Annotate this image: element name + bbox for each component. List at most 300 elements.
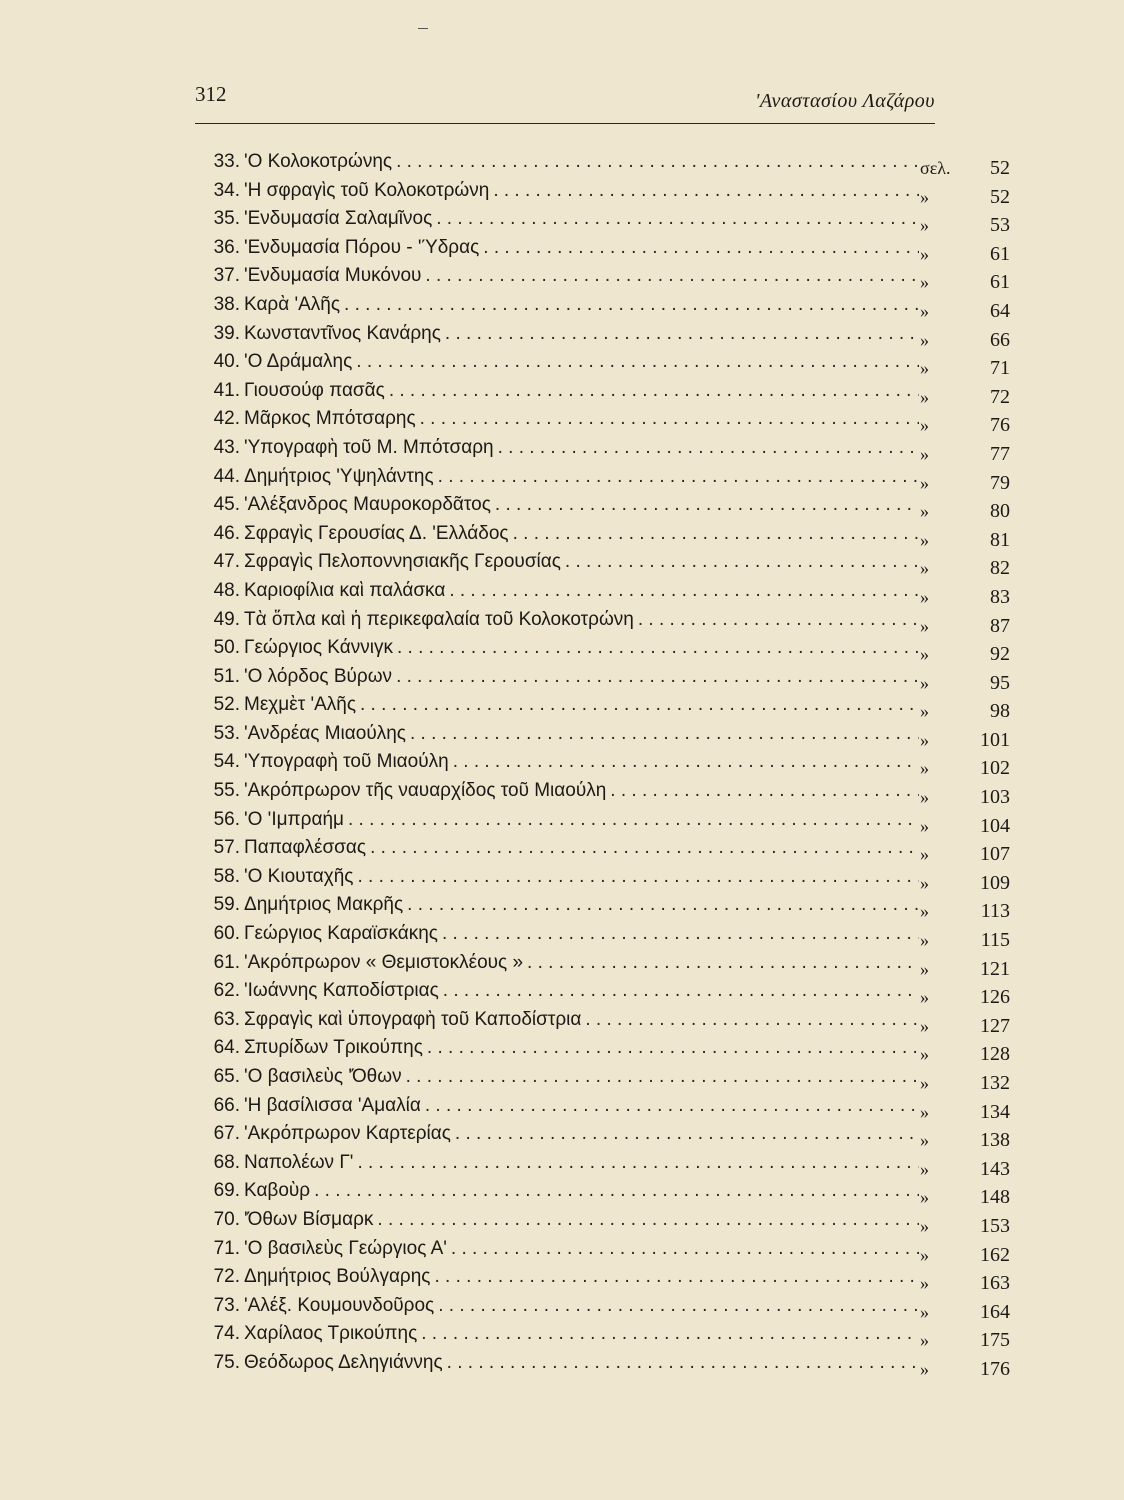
entry-title: 'Ο λόρδος Βύρων xyxy=(244,665,393,687)
list-item xyxy=(200,920,1010,952)
entry-number: 68. xyxy=(213,1151,240,1173)
entry-title-wrap xyxy=(244,691,919,720)
list-item xyxy=(200,577,1010,606)
list-item xyxy=(200,377,1010,406)
entry-title-wrap xyxy=(244,1177,919,1206)
leader-dots xyxy=(493,177,919,206)
list-item xyxy=(200,1177,1010,1209)
entry-number: 59. xyxy=(213,894,240,916)
entry-page-number: 143 xyxy=(980,1157,1010,1180)
leader-dots xyxy=(451,1235,919,1264)
entry-page-number: 176 xyxy=(980,1357,1010,1380)
list-item xyxy=(200,205,1010,237)
leader-dots xyxy=(396,663,919,692)
entry-title: Θεόδωρος Δεληγιάννης xyxy=(244,1351,443,1373)
entry-page-ref: » xyxy=(920,987,929,1008)
entry-title-wrap xyxy=(244,806,919,835)
leader-dots xyxy=(425,1092,919,1121)
entry-number: 75. xyxy=(213,1351,240,1373)
leader-dots xyxy=(610,777,919,806)
page-header xyxy=(195,82,935,122)
entry-title-wrap xyxy=(244,577,919,606)
entry-page-ref: » xyxy=(920,672,929,693)
entry-title-wrap xyxy=(244,262,919,291)
entry-page-number: 87 xyxy=(990,614,1010,637)
entry-number: 47. xyxy=(213,551,240,573)
entry-page-number: 104 xyxy=(980,814,1010,837)
leader-dots xyxy=(438,1292,919,1321)
entry-number: 66. xyxy=(213,1094,240,1116)
leader-dots xyxy=(442,920,919,949)
entry-page-number: 128 xyxy=(980,1043,1010,1066)
entry-page-ref: » xyxy=(920,872,929,893)
running-title: 'Αναστασίου Λαζάρου xyxy=(755,90,935,112)
entry-page-ref: » xyxy=(920,586,929,607)
leader-dots xyxy=(410,720,919,749)
entry-title-wrap xyxy=(244,405,919,434)
entry-title: 'Ο 'Ιμπραήμ xyxy=(244,808,344,830)
list-item xyxy=(200,1120,1010,1152)
entry-title-wrap xyxy=(244,377,919,406)
entry-page-number: 80 xyxy=(990,500,1010,523)
entry-title: Σφραγὶς Γερουσίας Δ. 'Ελλάδος xyxy=(244,522,509,544)
entry-number: 34. xyxy=(213,179,240,201)
entry-title-wrap xyxy=(244,863,919,892)
entry-number: 50. xyxy=(213,637,240,659)
leader-dots xyxy=(396,148,919,177)
entry-page-number: 102 xyxy=(980,757,1010,780)
entry-page-number: 98 xyxy=(990,700,1010,723)
leader-dots xyxy=(513,520,919,549)
leader-dots xyxy=(443,977,919,1006)
leader-dots xyxy=(453,748,919,777)
entry-title: Ναπολέων Γ' xyxy=(244,1151,354,1173)
entry-number: 37. xyxy=(213,265,240,287)
entry-title: 'Ακρόπρωρον Καρτερίας xyxy=(244,1123,451,1145)
entry-page-number: 134 xyxy=(980,1100,1010,1123)
entry-title-wrap xyxy=(244,1006,919,1035)
leader-dots xyxy=(356,348,919,377)
entry-page-number: 61 xyxy=(990,242,1010,265)
entry-title: Γιουσούφ πασᾶς xyxy=(244,379,385,401)
entry-title: 'Αλέξ. Κουμουνδοῦρος xyxy=(244,1294,435,1316)
entry-page-ref: » xyxy=(920,1215,929,1236)
entry-number: 42. xyxy=(213,408,240,430)
entry-title: Σφραγὶς καὶ ὑπογραφὴ τοῦ Καποδίστρια xyxy=(244,1008,582,1030)
leader-dots xyxy=(357,863,919,892)
entry-page-ref: » xyxy=(920,472,929,493)
entry-title-wrap xyxy=(244,148,919,177)
entry-title: 'Ο Δράμαλης xyxy=(244,351,353,373)
list-item xyxy=(200,1149,1010,1178)
entry-page-ref: » xyxy=(920,358,929,379)
list-item xyxy=(200,520,1010,549)
entry-number: 72. xyxy=(213,1266,240,1288)
entry-title: Δημήτριος 'Υψηλάντης xyxy=(244,465,434,487)
entry-page-number: 132 xyxy=(980,1072,1010,1094)
entry-number: 38. xyxy=(213,293,240,315)
list-item xyxy=(200,1263,1010,1295)
entry-title: Καριοφίλια καὶ παλάσκα xyxy=(244,579,446,601)
entry-title-wrap xyxy=(244,663,919,692)
entry-title-wrap xyxy=(244,1320,919,1349)
leader-dots xyxy=(445,320,919,349)
entry-title: Παπαφλέσσας xyxy=(244,837,367,859)
entry-number: 57. xyxy=(213,837,240,859)
entry-number: 35. xyxy=(213,208,240,230)
stray-dash-mark xyxy=(418,28,428,29)
list-item xyxy=(200,405,1010,437)
list-item xyxy=(200,606,1010,635)
entry-number: 43. xyxy=(213,436,240,458)
entry-number: 71. xyxy=(213,1237,240,1259)
entry-page-ref: » xyxy=(920,844,929,865)
entry-title-wrap xyxy=(244,1092,919,1121)
leader-dots xyxy=(498,434,919,463)
entry-page-ref: » xyxy=(920,501,929,522)
header-rule xyxy=(195,123,935,124)
entry-number: 39. xyxy=(213,322,240,344)
entry-title-wrap xyxy=(244,205,919,234)
entry-title: Σφραγὶς Πελοποννησιακῆς Γερουσίας xyxy=(244,551,561,573)
entry-page-number: 82 xyxy=(990,557,1010,580)
entry-title: 'Ο βασιλεὺς Γεώργιος Α' xyxy=(244,1237,447,1259)
leader-dots xyxy=(407,891,919,920)
leader-dots xyxy=(449,577,919,606)
entry-page-ref: » xyxy=(920,215,929,236)
entry-title-wrap xyxy=(244,348,919,377)
entry-page-number: 64 xyxy=(990,299,1010,322)
entry-page-ref: » xyxy=(920,701,929,722)
entry-number: 41. xyxy=(213,379,240,401)
leader-dots xyxy=(427,1034,919,1063)
entry-title-wrap xyxy=(244,234,919,263)
entry-title-wrap xyxy=(244,1034,919,1063)
entry-page-ref: » xyxy=(920,1158,929,1179)
entry-number: 74. xyxy=(213,1323,240,1345)
leader-dots xyxy=(585,1006,919,1035)
list-item xyxy=(200,1206,1010,1235)
contents-list xyxy=(200,148,1010,1378)
entry-title-wrap xyxy=(244,291,919,320)
entry-title: Δημήτριος Βούλγαρης xyxy=(244,1266,431,1288)
list-item xyxy=(200,234,1010,263)
entry-page-ref: » xyxy=(920,729,929,750)
entry-page-number: 71 xyxy=(990,357,1010,380)
list-item xyxy=(200,1092,1010,1121)
entry-page-ref: » xyxy=(920,300,929,321)
leader-dots xyxy=(370,834,919,863)
entry-number: 61. xyxy=(213,951,240,973)
entry-title: Μεχμὲτ 'Αλῆς xyxy=(244,694,356,716)
entry-page-ref: » xyxy=(920,758,929,779)
entry-page-number: 76 xyxy=(990,414,1010,437)
leader-dots xyxy=(483,234,919,263)
entry-page-ref: » xyxy=(920,1015,929,1036)
entry-page-number: 163 xyxy=(980,1272,1010,1295)
entry-number: 73. xyxy=(213,1294,240,1316)
entry-title: Τὰ ὅπλα καὶ ἡ περικεφαλαία τοῦ Κολοκοτρώνη xyxy=(244,608,634,630)
list-item xyxy=(200,177,1010,206)
entry-number: 49. xyxy=(213,608,240,630)
leader-dots xyxy=(389,377,919,406)
entry-title-wrap xyxy=(244,1063,919,1092)
leader-dots xyxy=(397,634,919,663)
entry-page-ref: » xyxy=(920,1044,929,1065)
entry-title: 'Ο Κολοκοτρώνης xyxy=(244,151,393,172)
entry-number: 54. xyxy=(213,751,240,773)
list-item xyxy=(200,1292,1010,1321)
entry-page-number: 61 xyxy=(990,271,1010,294)
list-item xyxy=(200,891,1010,923)
entry-title: Κωνσταντῖνος Κανάρης xyxy=(244,322,441,344)
entry-title-wrap xyxy=(244,1206,919,1235)
entry-number: 46. xyxy=(213,522,240,544)
entry-title: 'Υπογραφὴ τοῦ Μιαούλη xyxy=(244,751,449,773)
entry-number: 64. xyxy=(213,1037,240,1059)
list-item xyxy=(200,291,1010,320)
entry-title: 'Ο βασιλεὺς 'Όθων xyxy=(244,1066,402,1087)
leader-dots xyxy=(436,205,919,234)
entry-page-number: 77 xyxy=(990,442,1010,465)
entry-title: Χαρίλαος Τρικούπης xyxy=(244,1323,418,1345)
list-item xyxy=(200,777,1010,809)
entry-title-wrap xyxy=(244,463,919,492)
entry-number: 65. xyxy=(213,1066,240,1087)
entry-title: 'Ακρόπρωρον τῆς ναυαρχίδος τοῦ Μιαούλη xyxy=(244,780,607,802)
entry-page-number: 127 xyxy=(980,1014,1010,1037)
entry-number: 36. xyxy=(213,236,240,258)
entry-page-ref: » xyxy=(920,815,929,836)
entry-page-ref: » xyxy=(920,787,929,808)
entry-number: 63. xyxy=(213,1008,240,1030)
entry-page-ref: » xyxy=(920,443,929,464)
leader-dots xyxy=(314,1177,919,1206)
entry-number: 58. xyxy=(213,865,240,887)
leader-dots xyxy=(565,548,919,577)
entry-number: 44. xyxy=(213,465,240,487)
entry-page-number: 66 xyxy=(990,328,1010,351)
entry-page-ref: » xyxy=(920,1358,929,1379)
entry-title-wrap xyxy=(244,606,919,635)
entry-title: Δημήτριος Μακρῆς xyxy=(244,894,404,916)
entry-title-wrap xyxy=(244,1263,919,1292)
entry-title-wrap xyxy=(244,177,919,206)
entry-title: Γεώργιος Κάννιγκ xyxy=(244,637,393,659)
entry-title-wrap xyxy=(244,1349,919,1378)
entry-page-number: 81 xyxy=(990,528,1010,551)
entry-number: 51. xyxy=(213,665,240,687)
entry-page-number: 79 xyxy=(990,471,1010,494)
list-item xyxy=(200,663,1010,692)
entry-title-wrap xyxy=(244,891,919,920)
entry-title: 'Όθων Βίσμαρκ xyxy=(244,1208,374,1230)
page-number: 312 xyxy=(195,82,227,106)
list-item xyxy=(200,434,1010,463)
list-item xyxy=(200,548,1010,580)
list-item xyxy=(200,691,1010,723)
entry-page-number: 72 xyxy=(990,385,1010,408)
entry-title: Καβοὺρ xyxy=(244,1180,311,1202)
entry-page-ref: » xyxy=(920,1273,929,1294)
list-item xyxy=(200,1320,1010,1352)
entry-page-number: 113 xyxy=(980,900,1010,923)
entry-page-ref: » xyxy=(920,186,929,207)
entry-number: 33. xyxy=(213,151,240,172)
leader-dots xyxy=(348,806,919,835)
entry-title: 'Η σφραγὶς τοῦ Κολοκοτρώνη xyxy=(244,179,490,201)
entry-title-wrap xyxy=(244,491,919,520)
leader-dots xyxy=(377,1206,919,1235)
entry-page-number: 148 xyxy=(980,1186,1010,1209)
list-item xyxy=(200,1006,1010,1035)
entry-number: 69. xyxy=(213,1180,240,1202)
entry-page-number: 162 xyxy=(980,1243,1010,1266)
list-item xyxy=(200,320,1010,349)
leader-dots xyxy=(421,1320,919,1349)
list-item xyxy=(200,720,1010,749)
list-item xyxy=(200,634,1010,666)
entry-title-wrap xyxy=(244,977,919,1006)
entry-title: 'Ενδυμασία Σαλαμῖνος xyxy=(244,208,433,230)
entry-number: 53. xyxy=(213,722,240,744)
list-item xyxy=(200,806,1010,835)
entry-page-ref: » xyxy=(920,958,929,979)
entry-page-ref: » xyxy=(920,1187,929,1208)
leader-dots xyxy=(638,606,919,635)
entry-title-wrap xyxy=(244,320,919,349)
list-item xyxy=(200,148,1010,177)
entry-page-ref: » xyxy=(920,558,929,579)
leader-dots xyxy=(344,291,919,320)
entry-title-wrap xyxy=(244,1235,919,1264)
entry-page-ref: » xyxy=(920,529,929,550)
entry-title: 'Ιωάννης Καποδίστριας xyxy=(244,980,439,1002)
entry-page-number: 153 xyxy=(980,1214,1010,1237)
entry-page-number: 92 xyxy=(990,643,1010,666)
leader-dots xyxy=(455,1120,919,1149)
entry-title: 'Η βασίλισσα 'Αμαλία xyxy=(244,1094,421,1116)
leader-dots xyxy=(495,491,919,520)
entry-number: 48. xyxy=(213,579,240,601)
leader-dots xyxy=(438,463,919,492)
entry-number: 60. xyxy=(213,923,240,945)
list-item xyxy=(200,262,1010,294)
list-item xyxy=(200,1063,1010,1092)
entry-title: 'Ακρόπρωρον « Θεμιστοκλέους » xyxy=(244,951,524,973)
entry-title: Γεώργιος Καραϊσκάκης xyxy=(244,923,438,945)
entry-page-number: 175 xyxy=(980,1329,1010,1352)
entry-page-ref: » xyxy=(920,1101,929,1122)
leader-dots xyxy=(447,1349,919,1378)
entry-page-number: 52 xyxy=(990,157,1010,179)
entry-page-number: 53 xyxy=(990,214,1010,237)
leader-dots xyxy=(360,691,919,720)
entry-title-wrap xyxy=(244,520,919,549)
entry-page-number: 101 xyxy=(980,728,1010,751)
leader-dots xyxy=(434,1263,919,1292)
list-item xyxy=(200,1349,1010,1378)
leader-dots xyxy=(527,949,919,978)
entry-page-number: 126 xyxy=(980,986,1010,1009)
entry-page-ref: » xyxy=(920,329,929,350)
entry-page-number: 107 xyxy=(980,843,1010,866)
entry-page-number: 109 xyxy=(980,871,1010,894)
entry-title-wrap xyxy=(244,777,919,806)
entry-page-ref: » xyxy=(920,644,929,665)
entry-title-wrap xyxy=(244,834,919,863)
entry-title: 'Υπογραφὴ τοῦ Μ. Μπότσαρη xyxy=(244,436,494,458)
entry-page-ref: » xyxy=(920,901,929,922)
entry-page-number: 103 xyxy=(980,786,1010,809)
entry-page-ref: » xyxy=(920,615,929,636)
entry-number: 70. xyxy=(213,1208,240,1230)
entry-title-wrap xyxy=(244,1149,919,1178)
entry-title: 'Αλέξανδρος Μαυροκορδᾶτος xyxy=(244,494,491,516)
entry-number: 62. xyxy=(213,980,240,1002)
entry-page-ref: » xyxy=(920,930,929,951)
entry-number: 40. xyxy=(213,351,240,373)
entry-page-number: 138 xyxy=(980,1129,1010,1152)
entry-page-ref: » xyxy=(920,1073,929,1093)
entry-page-number: 121 xyxy=(980,957,1010,980)
entry-page-ref: » xyxy=(920,243,929,264)
entry-title-wrap xyxy=(244,548,919,577)
leader-dots xyxy=(420,405,919,434)
list-item xyxy=(200,949,1010,978)
entry-title-wrap xyxy=(244,949,919,978)
entry-page-number: 164 xyxy=(980,1300,1010,1323)
entry-page-ref: » xyxy=(920,415,929,436)
list-item xyxy=(200,491,1010,523)
entry-page-ref: » xyxy=(920,1301,929,1322)
leader-dots xyxy=(406,1063,919,1092)
entry-title-wrap xyxy=(244,434,919,463)
list-item xyxy=(200,348,1010,380)
entry-title: 'Ανδρέας Μιαούλης xyxy=(244,722,406,744)
entry-page-ref: » xyxy=(920,1130,929,1151)
entry-page-number: 83 xyxy=(990,585,1010,608)
entry-title: Σπυρίδων Τρικούπης xyxy=(244,1037,423,1059)
entry-page-number: 52 xyxy=(990,185,1010,208)
entry-number: 52. xyxy=(213,694,240,716)
entry-title-wrap xyxy=(244,1120,919,1149)
entry-title-wrap xyxy=(244,748,919,777)
entry-page-number: 95 xyxy=(990,671,1010,694)
entry-number: 45. xyxy=(213,494,240,516)
list-item xyxy=(200,1034,1010,1066)
leader-dots xyxy=(425,262,919,291)
entry-title: 'Ενδυμασία Μυκόνου xyxy=(244,265,422,287)
entry-page-ref: σελ. xyxy=(920,158,951,178)
entry-title-wrap xyxy=(244,1292,919,1321)
entry-page-ref: » xyxy=(920,1244,929,1265)
entry-title: Μᾶρκος Μπότσαρης xyxy=(244,408,416,430)
entry-page-number: 115 xyxy=(980,929,1010,952)
entry-title: 'Ενδυμασία Πόρου - 'Ύδρας xyxy=(244,236,480,258)
leader-dots xyxy=(357,1149,919,1178)
entry-title-wrap xyxy=(244,720,919,749)
entry-number: 55. xyxy=(213,780,240,802)
entry-title: 'Ο Κιουταχῆς xyxy=(244,865,354,887)
entry-number: 56. xyxy=(213,808,240,830)
entry-title: Καρὰ 'Αλῆς xyxy=(244,293,341,315)
list-item xyxy=(200,977,1010,1009)
entry-title-wrap xyxy=(244,634,919,663)
list-item xyxy=(200,463,1010,492)
entry-number: 67. xyxy=(213,1123,240,1145)
list-item xyxy=(200,1235,1010,1264)
